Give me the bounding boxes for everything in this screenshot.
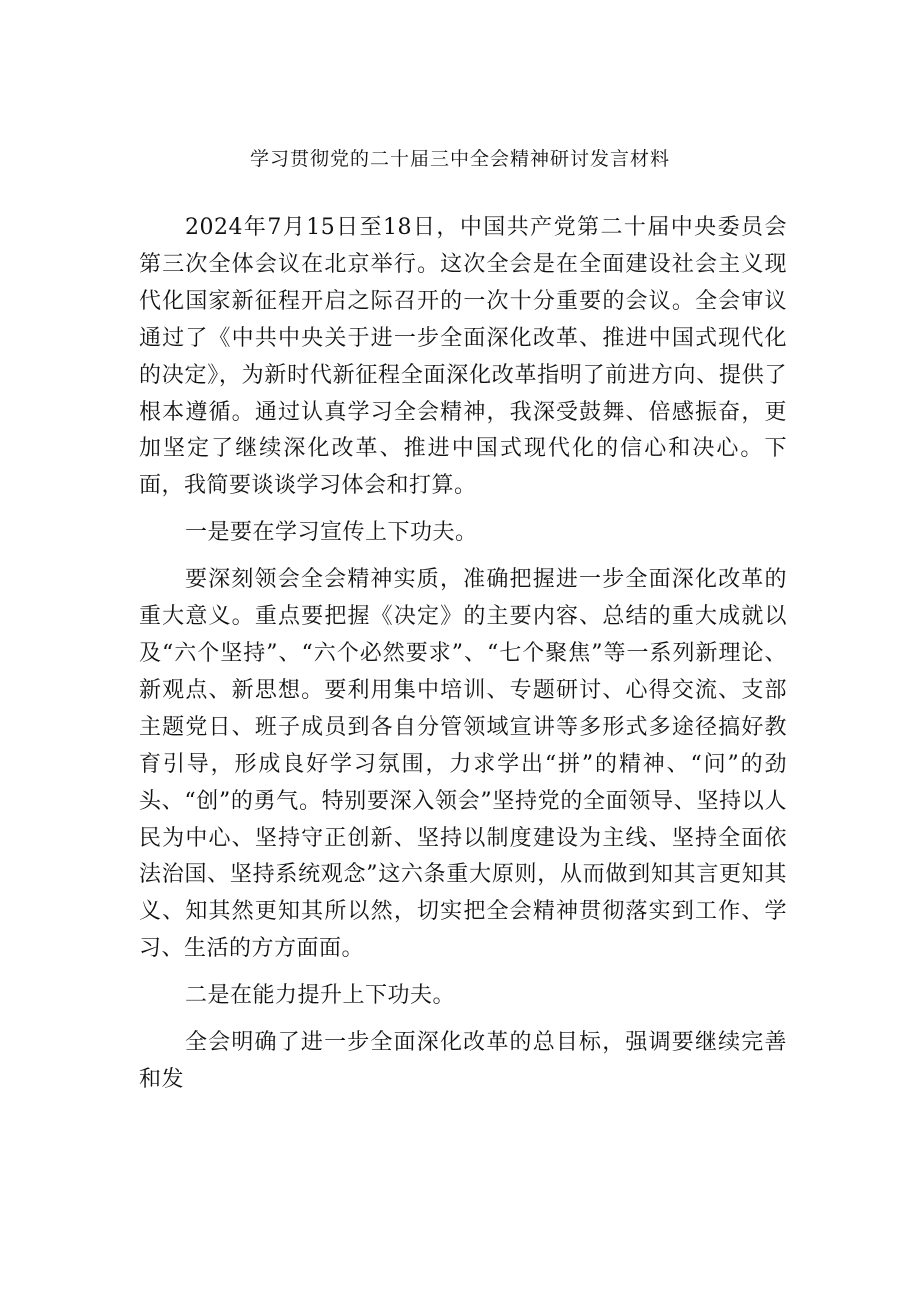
paragraph-gap: [139, 552, 787, 562]
paragraph-gap: [139, 505, 787, 515]
section-heading-2: 二是在能力提升上下功夫。: [185, 983, 456, 1009]
paragraph-study-publicity: 要深刻领会全会精神实质，准确把握进一步全面深化改革的重大意义。重点要把握《决定》的主要内容、总结的重大成就以及“六个坚持”、“六个必然要求”、“七个聚焦”等一系列新理论、新观点、新思想。要利用集中培训、专题研讨、心得交流、支部主题党日、班子成员到各自分管领域宣讲等多形式多途径搞好教育引导，形成良好学习氛围，力求学出“拼”的精神、“问”的劲头、“创”的勇气。特别要深入领会”坚持党的全面领导、坚持以人民为中心、坚持守正创新、坚持以制度建设为主线、坚持全面依法治国、坚持系统观念”这六条重大原则，从而做到知其言更知其义、知其然更知其所以然，切实把全会精神贯彻落实到工作、学习、生活的方方面面。: [139, 567, 787, 962]
document-body: [139, 210, 787, 1099]
document-title: 学习贯彻党的二十届三中全会精神研讨发言材料: [249, 148, 670, 170]
paragraph-gap: [139, 968, 787, 978]
paragraph-gap: [139, 1015, 787, 1025]
paragraph-intro: 2024年7月15日至18日，中国共产党第二十届中央委员会第三次全体会议在北京举行。这次全会是在全面建设社会主义现代化国家新征程开启之际召开的一次十分重要的会议。全会审议通过了《中共中央关于进一步全面深化改革、推进中国式现代化的决定》，为新时代新征程全面深化改革指明了前进方向、提供了根本遵循。通过认真学习全会精神，我深受鼓舞、倍感振奋，更加坚定了继续深化改革、推进中国式现代化的信心和决心。下面，我简要谈谈学习体会和打算。: [139, 215, 787, 499]
section-heading-1: 一是要在学习宣传上下功夫。: [185, 520, 478, 546]
paragraph-capability: 全会明确了进一步全面深化改革的总目标，强调要继续完善和发: [139, 1030, 787, 1092]
